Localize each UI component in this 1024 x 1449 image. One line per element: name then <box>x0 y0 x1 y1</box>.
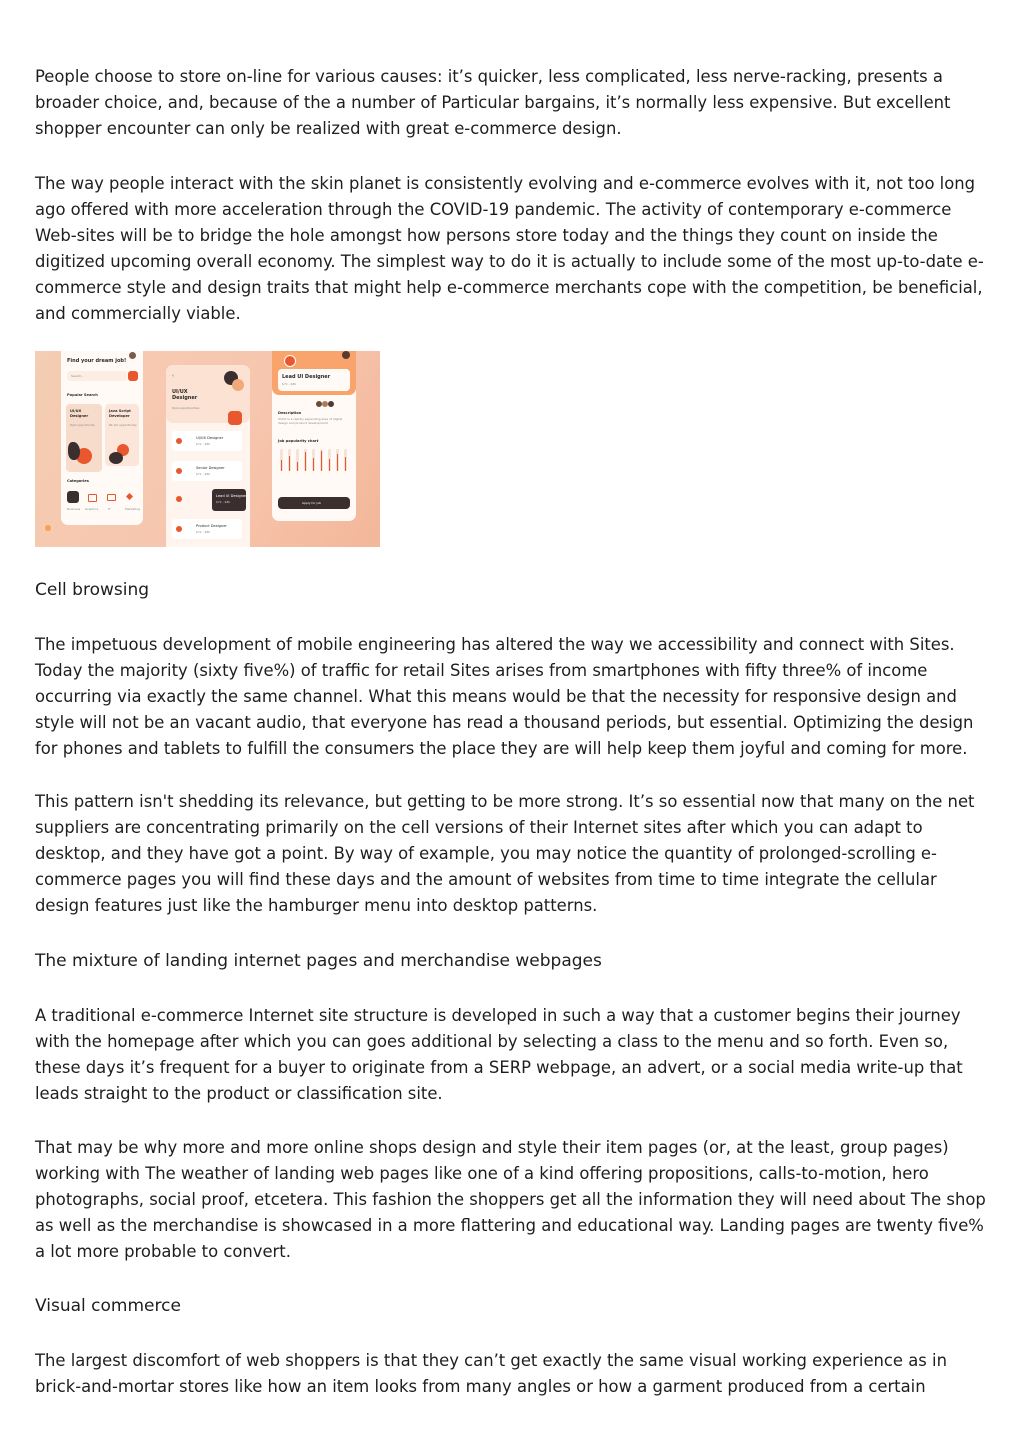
paragraph-traditional: A traditional e-commerce Internet site structure is developed in such a way that a customer begins their journey with the homepage after which you can goes additional by selecting a class to the menu and so forth. Even so, these days it’s frequent for a buyer to originate from a SERP webpage, an advert, or a social media write-up that leads straight to the product or classification site. <box>35 1006 963 1103</box>
ecommerce-app-illustration <box>35 351 380 547</box>
chart-bar <box>320 449 323 471</box>
search-input[interactable]: Search... <box>67 371 127 381</box>
chart-bar-fill <box>289 456 291 471</box>
chart-bar <box>312 449 315 471</box>
category-business-icon[interactable] <box>67 491 79 503</box>
popularity-chart <box>278 449 350 473</box>
job-icon <box>176 526 182 532</box>
phone3-title: Lead UI Designer <box>282 374 331 380</box>
chart-heading: Job popularity chart <box>278 439 319 443</box>
chart-bar-fill <box>329 459 331 471</box>
chart-bar-fill <box>281 460 283 471</box>
job-icon <box>176 438 182 444</box>
paragraph-visual: The largest discomfort of web shoppers is that they can’t get exactly the same visual working experience as in brick-and-mortar stores like how an item looks from many angles or how a garment produced from a certain <box>35 1351 947 1396</box>
decor-circle <box>232 379 244 391</box>
decor-leaf <box>68 442 80 460</box>
chart-bar <box>336 449 339 471</box>
phone2-subtitle: 8job opportunities <box>172 406 200 410</box>
phone3-salary: $7k - $8k <box>282 382 297 386</box>
chart-bar-fill <box>305 452 307 471</box>
chart-bar-fill <box>337 454 339 471</box>
job-row[interactable]: UI/UX Designer $7k - $8k <box>172 431 242 451</box>
category-marketing-icon[interactable] <box>126 493 133 500</box>
chart-bar <box>296 449 299 471</box>
category-graphics-icon[interactable] <box>88 494 97 502</box>
chart-bar-fill <box>321 451 323 471</box>
description-text: UI/UX is a rapidly expanding area of digital design and product development <box>278 417 343 425</box>
phone-find-job <box>61 351 143 525</box>
chart-bar <box>328 449 331 471</box>
company-logo-icon <box>284 355 296 367</box>
chart-bar-fill <box>345 457 347 471</box>
paragraph-evolving: The way people interact with the skin planet is consistently evolving and e-commerce evolves with it, not too long ago offered with more acceleration through the COVID-19 pandemic. The activity of contemporary e-commerce Web-sites will be to bridge the hole amongst how persons store today and the things they count on inside the digitized upcoming overall economy. The simplest way to do it is actually to include some of the most up-to-date e-commerce style and design traits that might help e-commerce merchants cope with the competition, be beneficial, and commercially viable. <box>35 174 984 323</box>
search-icon[interactable] <box>128 371 138 381</box>
chart-bar <box>280 449 283 471</box>
job-card-js[interactable]: Java Script Developer 8k job opportunity <box>105 404 139 466</box>
paragraph-online-shops: That may be why more and more online shops design and style their item pages (or, at the least, group pages) working with The weather of landing web pages like one of a kind offering propositions, calls-to-motion, hero photographs, social proof, etcetera. This fashion the shoppers get all the information they will need about The shop as well as the merchandise is showcased in a more flattering and educational way. Landing pages are twenty five% a lot more probable to convert. <box>35 1138 986 1261</box>
back-icon[interactable]: ‹ <box>172 373 174 379</box>
heading-cell-browsing: Cell browsing <box>35 580 150 600</box>
category-label: Business <box>67 507 81 511</box>
chart-bar <box>304 449 307 471</box>
paragraph-pattern: This pattern isn't shedding its relevance, but getting to be more strong. It’s so essential now that many on the net suppliers are concentrating primarily on the cell versions of their Internet sites after which you can adapt to desktop, and they have got a point. By way of example, you may notice the quantity of prolonged-scrolling e-commerce pages you will find these days and the amount of websites from time to time integrate the cellular design features just like the hamburger menu into desktop patterns. <box>35 792 975 915</box>
heading-landing-pages: The mixture of landing internet pages and merchandise webpages <box>35 951 602 971</box>
category-label: Graphics <box>85 507 99 511</box>
category-label: Marketing <box>125 507 140 511</box>
filter-button[interactable] <box>228 411 242 425</box>
chart-bar <box>288 449 291 471</box>
apply-button[interactable]: Apply for job <box>278 497 350 509</box>
job-row[interactable]: Senior Designer $7k - $8k <box>172 461 242 481</box>
job-row[interactable]: Product Designer $7k - $8k <box>172 519 242 539</box>
avatar <box>342 351 350 359</box>
paragraph-intro: People choose to store on-line for various causes: it’s quicker, less complicated, less nerve-racking, presents a broader choice, and, because of the a number of Particular bargains, it’s normally less expensive. But excellent shopper encounter can only be realized with great e-commerce design. <box>35 67 951 138</box>
popular-search-heading: Popular Search <box>67 393 98 397</box>
category-label: IT <box>108 507 111 511</box>
avatar <box>328 401 334 407</box>
category-it-icon[interactable] <box>107 494 116 501</box>
job-card-uiux[interactable]: UI/UX Designer 8job opportunity <box>66 404 102 472</box>
job-icon <box>176 468 182 474</box>
decor-dot <box>45 525 51 531</box>
chart-bar-fill <box>297 462 299 471</box>
chart-bar-fill <box>313 458 315 471</box>
avatar <box>129 352 136 359</box>
phone2-title: UI/UX Designer <box>172 389 198 401</box>
title-card <box>278 369 350 391</box>
chart-bar <box>344 449 347 471</box>
decor-circle <box>109 452 123 464</box>
phone1-title: Find your dream job! <box>67 358 127 364</box>
job-icon <box>176 496 182 502</box>
phone-job-detail <box>272 351 356 521</box>
phone-job-list: ‹ UI/UX Designer 8job opportunities UI/UX Designer $7k - $8k Senior Designer $7k - $8k Lead UI Designer $7k - $8k Product Designer $7k - $8k <box>166 365 250 547</box>
description-heading: Description <box>278 411 302 415</box>
heading-visual-commerce: Visual commerce <box>35 1296 181 1316</box>
categories-heading: Categories <box>67 479 89 483</box>
paragraph-mobile: The impetuous development of mobile engineering has altered the way we accessibility and connect with Sites. Today the majority (sixty five%) of traffic for retail Sites arises from smartphones with fifty three% of income occurring via exactly the same channel. What this means would be that the necessity for responsive design and style will not be an vacant audio, that everyone has read a thousand periods, but essential. Optimizing the design for phones and tablets to fulfill the consumers the place they are will help keep them joyful and coming for more. <box>35 635 974 758</box>
